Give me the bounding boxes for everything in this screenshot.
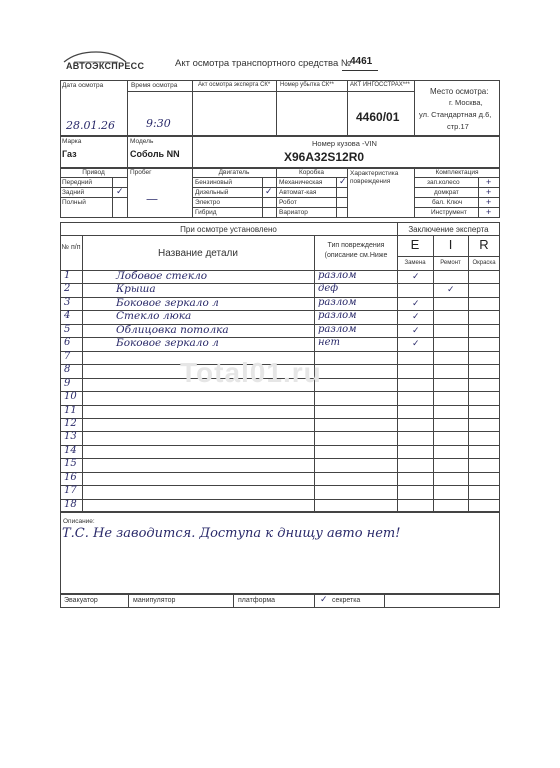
row-part-name: Облицовка потолка [116, 323, 229, 336]
row-number: 9 [64, 377, 71, 389]
act-title: Акт осмотра транспортного средства № [175, 58, 352, 69]
gearbox-title: Коробка [299, 169, 324, 176]
gearbox-robot: Робот [279, 199, 297, 206]
kit-wheel-key: бал. Ключ [432, 199, 463, 206]
engine-petrol: Бензиновый [195, 179, 233, 186]
row-divider [60, 391, 500, 392]
row-repair-mark: ✓ [447, 284, 455, 295]
logo-text: АВТОЭКСПРЕСС [66, 61, 145, 71]
row-divider [60, 431, 500, 432]
drive-title: Привод [82, 169, 105, 176]
kit-wheel-key-mark: + [486, 197, 492, 207]
row-part-name: Лобовое стекло [116, 270, 208, 282]
loss-number-label: Номер убытка СК** [280, 82, 334, 88]
row-divider [60, 458, 500, 459]
time-label: Время осмотра [131, 82, 178, 89]
row-replace-mark: ✓ [412, 324, 420, 335]
vehicle-vin: X96A32S12R0 [284, 150, 365, 164]
footer-secret-lock: секретка [332, 597, 361, 604]
act-number-underline [342, 70, 378, 71]
row-number: 10 [64, 391, 77, 403]
kit-jack-mark: + [486, 187, 492, 197]
company-logo [62, 50, 145, 74]
engine-title: Двигатель [218, 169, 250, 176]
make-label: Марка [62, 138, 82, 145]
row-part-name: Стекло люка [116, 310, 192, 323]
footer-box [60, 594, 500, 608]
row-replace-mark: ✓ [412, 297, 420, 308]
row-part-name: Крыша [116, 283, 156, 296]
vehicle-make: Газ [62, 149, 77, 159]
row-divider [60, 499, 500, 500]
row-part-name: Боковое зеркало л [116, 296, 219, 309]
row-number: 5 [64, 323, 71, 335]
inspection-date: 28.01.26 [66, 119, 115, 132]
row-number: 12 [64, 417, 77, 429]
watermark: Total01.ru [180, 357, 322, 388]
col-r-header: R [479, 237, 489, 252]
row-divider [60, 485, 500, 486]
drive-rear: Задний [62, 189, 85, 196]
description-label: Описание: [63, 518, 95, 525]
mileage-title: Пробег [130, 169, 152, 176]
vehicle-box [60, 136, 500, 168]
row-number: 17 [64, 485, 77, 497]
date-label: Дата осмотра [62, 82, 104, 89]
vehicle-model: Соболь NN [130, 149, 180, 159]
row-replace-mark: ✓ [412, 271, 420, 281]
ingos-act-label: АКТ ИНГОССТРАХ*** [350, 82, 410, 88]
gearbox-manual: Механическая [279, 179, 323, 186]
row-damage-type: разлом [318, 296, 357, 308]
place-line-3: стр.17 [447, 122, 469, 131]
row-divider [60, 445, 500, 446]
description-text: Т.С. Не заводится. Доступа к днищу авто нет! [62, 526, 401, 541]
row-number: 18 [64, 498, 77, 510]
engine-electro: Электро [195, 199, 220, 206]
ingos-act-number: 4460/01 [356, 110, 400, 124]
row-divider [60, 351, 500, 352]
row-number: 15 [64, 458, 77, 470]
row-divider [60, 472, 500, 473]
footer-secret-lock-check: ✓ [320, 594, 328, 604]
damage-characteristic-title: Характеристика повреждения [350, 170, 399, 185]
section-title: При осмотре установлено [180, 225, 277, 234]
row-number: 7 [64, 350, 71, 362]
drive-front: Передний [62, 179, 93, 186]
engine-diesel: Дизельный [195, 189, 229, 196]
place-label: Место осмотра: [430, 87, 489, 96]
col-e-header: E [410, 237, 420, 252]
engine-diesel-check: ✓ [265, 186, 273, 196]
kit-jack: домкрат [434, 189, 459, 196]
row-damage-type: разлом [318, 270, 357, 281]
gearbox-auto: Автомат-кая [279, 189, 317, 196]
gearbox-variator: Вариатор [279, 209, 308, 216]
footer-evacuator: Эвакуатор [64, 597, 98, 604]
kit-title: Комплектация [435, 169, 479, 176]
row-replace-mark: ✓ [412, 311, 420, 322]
mileage-value: — [146, 192, 158, 206]
row-number: 11 [64, 404, 77, 416]
row-number: 1 [64, 270, 71, 281]
col-damage-type-header: Тип повреждения (описание см.Ниже [324, 242, 388, 259]
row-number: 6 [64, 337, 71, 349]
kit-tools-mark: + [486, 207, 492, 217]
col-r-sub: Окраска [472, 260, 496, 266]
col-number-header: № п/п [61, 244, 81, 251]
kit-spare-wheel: зап.колесо [427, 179, 460, 186]
row-divider [60, 405, 500, 406]
row-damage-type: разлом [318, 310, 357, 322]
col-i-sub: Ремонт [440, 260, 461, 266]
place-line-2: ул. Стандартная д.6, [419, 110, 492, 119]
col-i-header: I [448, 237, 453, 252]
row-damage-type: нет [318, 337, 340, 349]
model-label: Модель [130, 138, 154, 145]
footer-manipulator: манипулятор [133, 597, 176, 604]
act-number: 4461 [350, 56, 373, 67]
row-number: 8 [64, 364, 71, 376]
place-line-1: г. Москва, [449, 98, 483, 107]
footer-platform: платформа [238, 597, 276, 604]
vin-label: Номер кузова -VIN [312, 139, 377, 148]
row-number: 13 [64, 431, 77, 443]
row-damage-type: разлом [318, 323, 357, 335]
col-part-name-header: Название детали [158, 248, 238, 259]
expert-act-label: Акт осмотра эксперта СК* [198, 82, 271, 88]
col-e-sub: Замена [404, 260, 426, 266]
drive-all: Полный [62, 199, 86, 206]
kit-spare-wheel-mark: + [486, 177, 492, 187]
row-part-name: Боковое зеркало л [116, 337, 219, 350]
engine-hybrid: Гибрид [195, 209, 217, 216]
row-number: 4 [64, 310, 71, 322]
inspection-time: 9:30 [146, 117, 171, 130]
expert-conclusion-title: Заключение эксперта [408, 225, 489, 234]
gearbox-manual-check: ✓ [339, 176, 347, 186]
drive-rear-check: ✓ [116, 186, 124, 196]
row-replace-mark: ✓ [412, 338, 420, 349]
row-divider [60, 418, 500, 419]
row-number: 3 [64, 296, 71, 308]
row-number: 14 [64, 444, 77, 456]
row-number: 2 [64, 283, 71, 295]
row-number: 16 [64, 471, 77, 483]
description-box [60, 512, 500, 594]
kit-tools: Инструмент [431, 209, 467, 216]
row-damage-type: деф [318, 283, 339, 295]
